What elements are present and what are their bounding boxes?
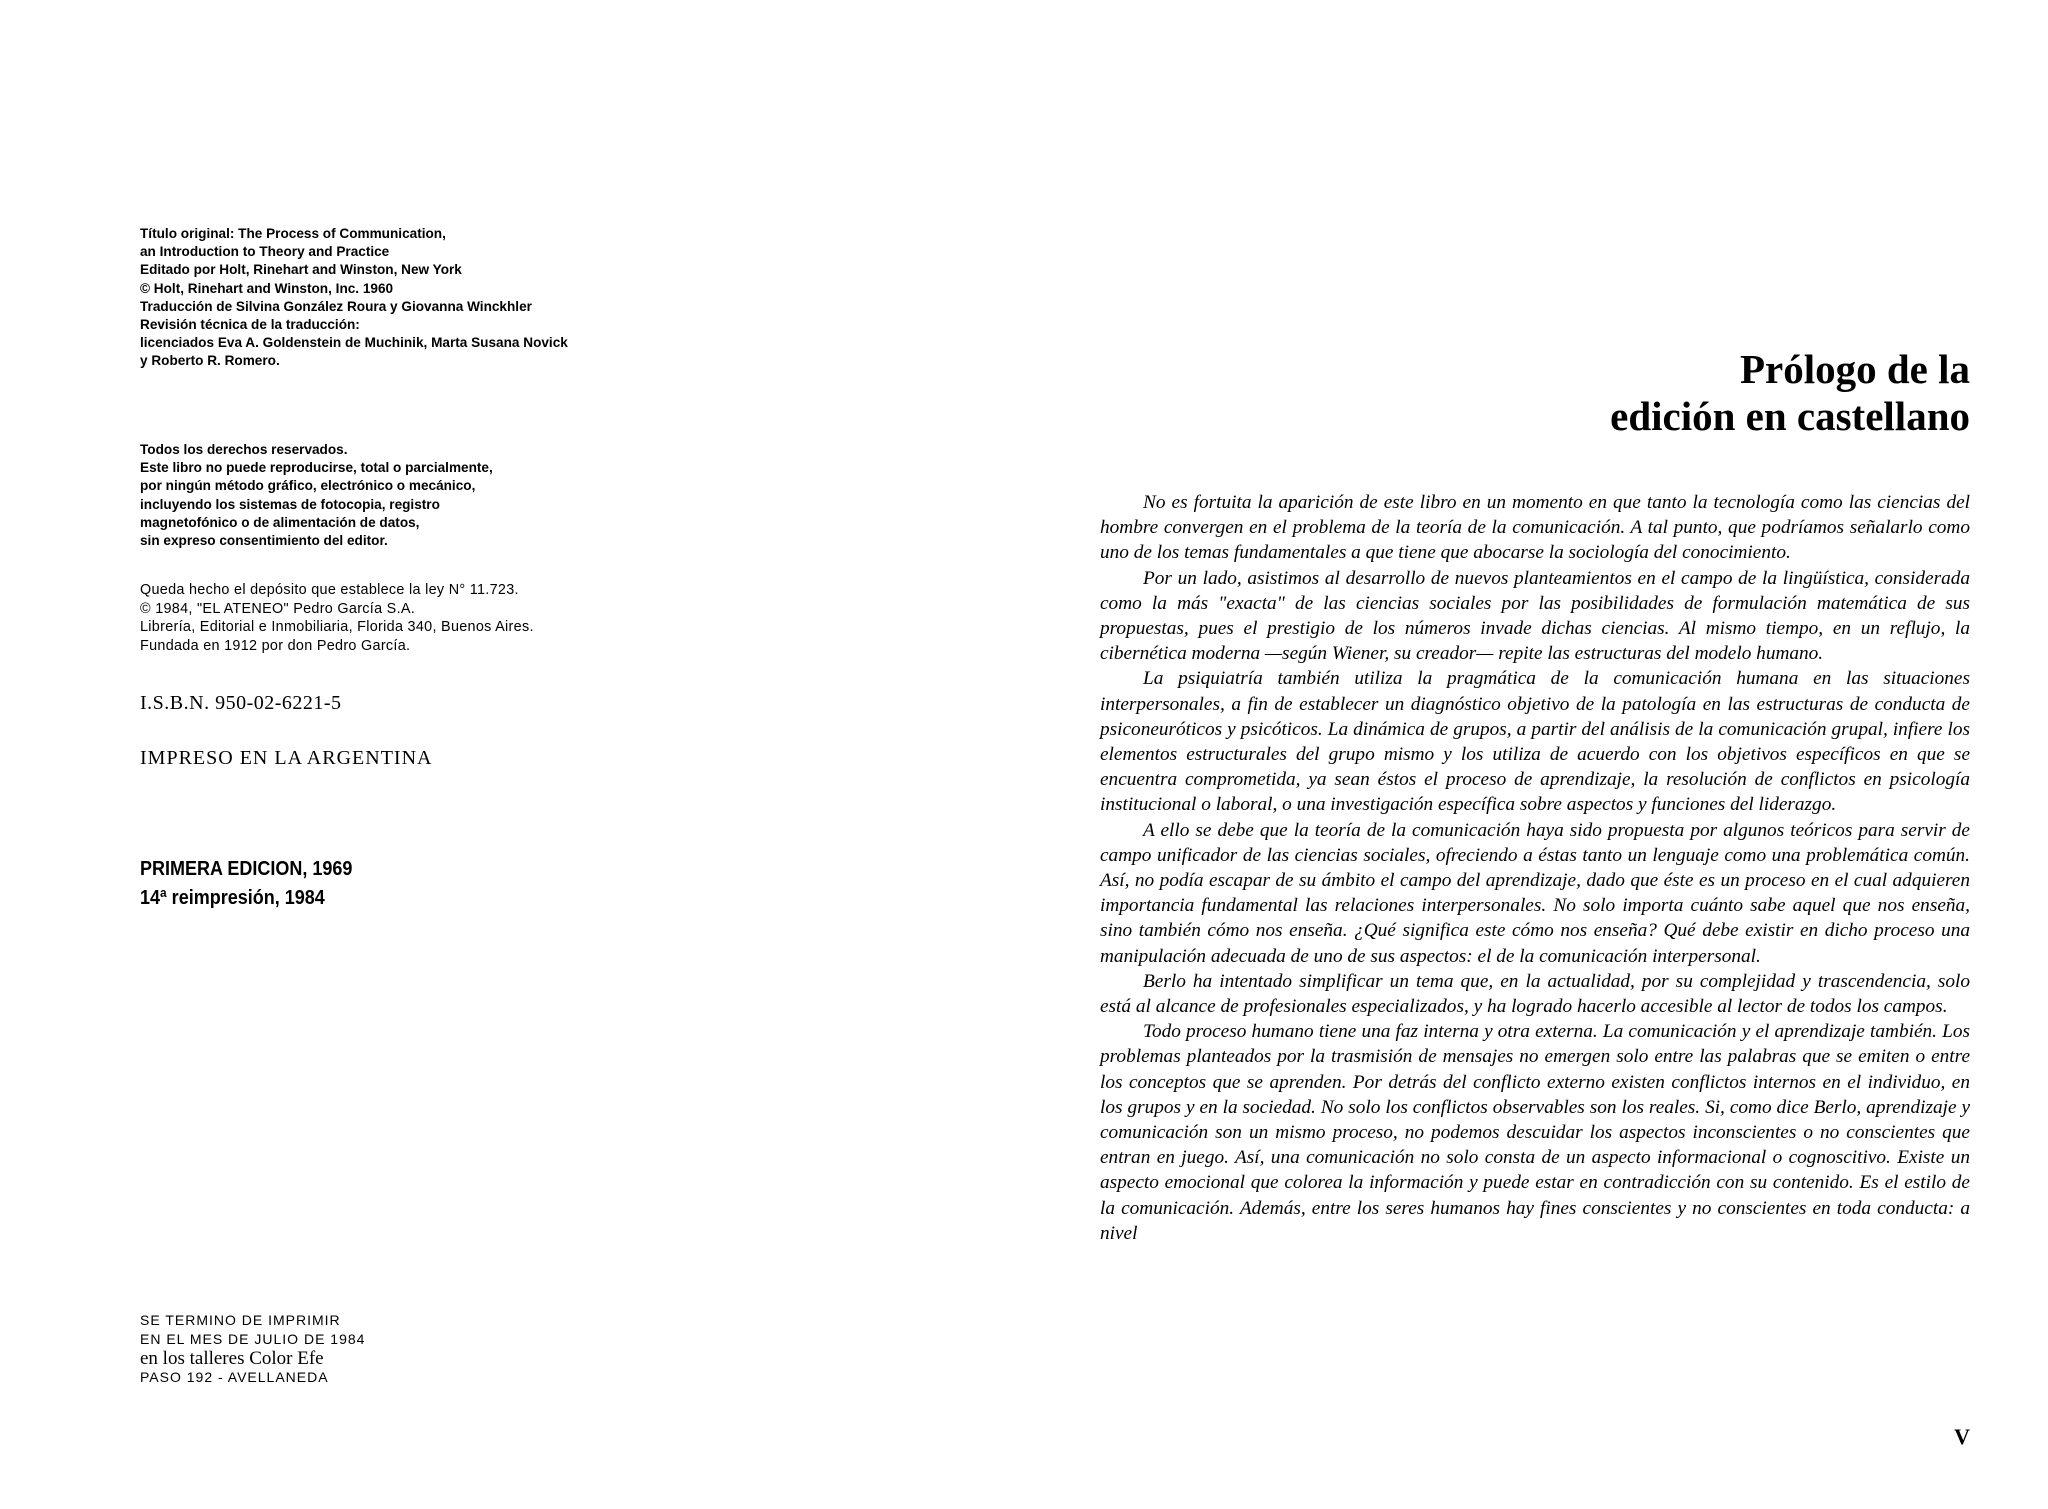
credit-line: Título original: The Process of Communication,	[140, 226, 446, 241]
credit-line: © Holt, Rinehart and Winston, Inc. 1960	[140, 280, 394, 296]
legal-line: Librería, Editorial e Inmobiliaria, Florida 340, Buenos Aires.	[140, 619, 534, 635]
paragraph: No es fortuita la aparición de este libro en un momento en que tanto la tecnología como las ciencias del hombre convergen en el problema de la teoría de la comunicación. A tal punto, que podríamos señalarlo como uno de los temas fundamentales a que tiene que abocarse la sociología del conocimiento.	[1100, 492, 1970, 564]
paragraph: Por un lado, asistimos al desarrollo de nuevos planteamientos en el campo de la lingüística, considerada como la más "exacta" de las ciencias sociales por las posibilidades de formulación matemática de sus propuestas, pues el prestigio de los números invade dichas ciencias. Al mismo tiempo, en un reflujo, la cibernética moderna —según Wiener, su creador— repite las estructuras del modelo humano.	[1100, 567, 1970, 665]
legal-line: © 1984, "EL ATENEO" Pedro García S.A.	[140, 600, 416, 617]
page-number: V	[1954, 1424, 1970, 1449]
reprint-line: 14ª reimpresión, 1984	[140, 887, 325, 909]
colophon-line: SE TERMINO DE IMPRIMIR	[140, 1312, 341, 1328]
credit-line: Revisión técnica de la traducción:	[140, 317, 360, 333]
rights-line: Todos los derechos reservados.	[140, 442, 348, 457]
rights-line: sin expreso consentimiento del editor.	[140, 533, 388, 549]
edition-line: PRIMERA EDICION, 1969	[140, 858, 353, 880]
colophon-line: en los talleres Color Efe	[140, 1348, 324, 1369]
legal-deposit	[140, 581, 534, 655]
rights-notice	[140, 441, 493, 550]
rights-line: por ningún método gráfico, electrónico o mecánico,	[140, 478, 476, 494]
paragraph: Todo proceso humano tiene una faz interna y otra externa. La comunicación y el aprendizaje también. Los problemas planteados por la trasmisión de mensajes no emergen solo entre las palabras que se emiten o entre los conceptos que se aprenden. Por detrás del conflicto externo existen conflictos internos en el individuo, en los grupos y en la sociedad. No solo los conflictos observables son los reales. Si, como dice Berlo, aprendizaje y comunicación son un mismo proceso, no podemos descuidar los aspectos inconscientes o no conscientes que entran en juego. Así, una comunicación no solo consta de un aspecto informacional o cognoscitivo. Existe un aspecto emocional que colorea la información y puede estar en contradicción con su contenido. Es el estilo de la comunicación. Además, entre los seres humanos hay fines conscientes y no conscientes en toda conducta: a nivel	[1100, 1021, 1970, 1244]
colophon-line: EN EL MES DE JULIO DE 1984	[140, 1331, 366, 1347]
colophon-line: PASO 192 - AVELLANEDA	[140, 1369, 329, 1385]
prologue-page	[1100, 0, 1970, 1509]
rights-line: magnetofónico o de alimentación de datos,	[140, 514, 420, 530]
credit-line: licenciados Eva A. Goldenstein de Muchinik, Marta Susana Novick	[140, 335, 568, 351]
chapter-title	[1610, 346, 1970, 440]
copyright-page	[140, 0, 780, 1509]
legal-line: Queda hecho el depósito que establece la ley N° 11.723.	[140, 582, 519, 598]
title-line: edición en castellano	[1610, 393, 1970, 439]
paragraph: A ello se debe que la teoría de la comunicación haya sido propuesta por algunos teóricos para servir de campo unificador de las ciencias sociales, ofreciendo a éstas tanto un lenguaje como una problemática común. Así, no podía escapar de su ámbito el campo del aprendizaje, dado que éste es un proceso en el cual adquieren importancia fundamental las relaciones interpersonales. No solo importa cuánto sabe aquel que nos enseña, sino también cómo nos enseña. ¿Qué significa este cómo nos enseña? Qué debe existir en dicho proceso una manipulación adecuada de uno de sus aspectos: el de la comunicación interpersonal.	[1100, 819, 1970, 967]
original-title-credits	[140, 225, 568, 371]
rights-line: Este libro no puede reproducirse, total o parcialmente,	[140, 460, 493, 476]
prologue-body	[1100, 490, 1970, 1246]
credit-line: Traducción de Silvina González Roura y Giovanna Winckhler	[140, 298, 532, 314]
credit-line: Editado por Holt, Rinehart and Winston, New York	[140, 262, 462, 278]
rights-line: incluyendo los sistemas de fotocopia, registro	[140, 496, 440, 512]
printed-in: IMPRESO EN LA ARGENTINA	[140, 747, 433, 769]
paragraph: La psiquiatría también utiliza la pragmática de la comunicación humana en las situaciones interpersonales, a fin de establecer un diagnóstico objetivo de la patología en las estructuras de conducta de psiconeuróticos y psicóticos. La dinámica de grupos, a partir del análisis de la comunicación grupal, infiere los elementos estructurales del grupo mismo y los utiliza de acuerdo con los objetivos específicos en que se encuentra comprometida, ya sean éstos el proceso de aprendizaje, la resolución de conflictos en psicología institucional o laboral, o una investigación específica sobre aspectos y funciones del liderazgo.	[1100, 668, 1970, 816]
credit-line: an Introduction to Theory and Practice	[140, 244, 390, 260]
isbn: I.S.B.N. 950-02-6221-5	[140, 692, 342, 714]
colophon	[140, 1311, 365, 1387]
credit-line: y Roberto R. Romero.	[140, 353, 280, 369]
legal-line: Fundada en 1912 por don Pedro García.	[140, 637, 411, 654]
title-line: Prólogo de la	[1739, 346, 1970, 392]
paragraph: Berlo ha intentado simplificar un tema que, en la actualidad, por su complejidad y trascendencia, solo está al alcance de profesionales especializados, y ha logrado hacerlo accesible al lector de todos los campos.	[1100, 970, 1970, 1018]
